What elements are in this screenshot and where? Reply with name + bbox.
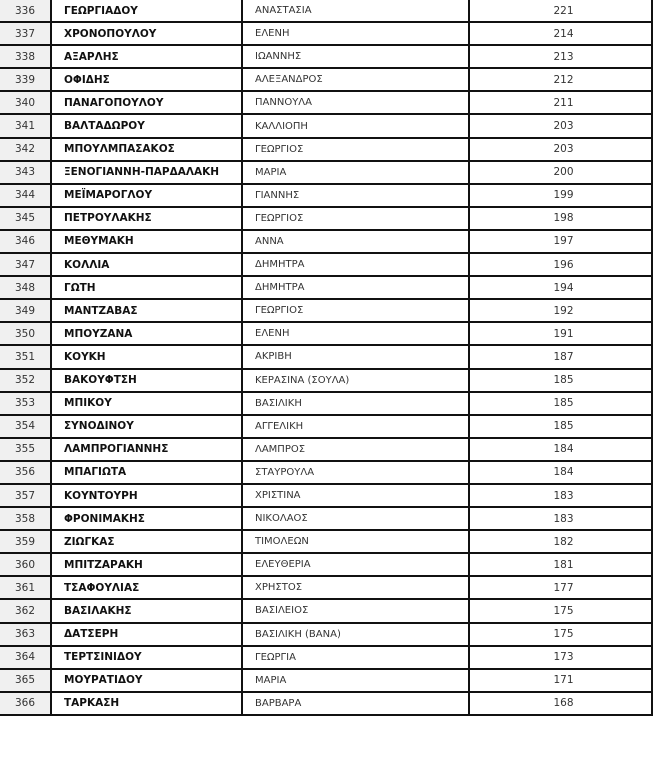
table-row: [0, 230, 652, 253]
table-row: [0, 415, 652, 438]
first-name-cell: ΠΑΝΝΟΥΛΑ: [242, 91, 469, 114]
table-row: [0, 392, 652, 415]
table-row: [0, 461, 652, 484]
table-row: [0, 507, 652, 530]
first-name-cell: ΤΙΜΟΛΕΩΝ: [242, 530, 469, 553]
surname-cell: ΒΑΛΤΑΔΩΡΟΥ: [51, 114, 242, 137]
surname-cell: ΜΠΙΚΟΥ: [51, 392, 242, 415]
rank-cell: 356: [0, 461, 51, 484]
first-name-cell: ΑΝΑΣΤΑΣΙΑ: [242, 0, 469, 22]
surname-cell: ΤΑΡΚΑΣΗ: [51, 692, 242, 715]
first-name-cell: ΔΗΜΗΤΡΑ: [242, 253, 469, 276]
table-row: [0, 599, 652, 622]
rank-cell: 366: [0, 692, 51, 715]
table-row: [0, 138, 652, 161]
votes-cell: 198: [469, 207, 652, 230]
votes-cell: 184: [469, 461, 652, 484]
votes-cell: 185: [469, 415, 652, 438]
surname-cell: ΚΟΛΛΙΑ: [51, 253, 242, 276]
table-row: [0, 646, 652, 669]
table-row: [0, 45, 652, 68]
first-name-cell: ΑΓΓΕΛΙΚΗ: [242, 415, 469, 438]
surname-cell: ΚΟΥΚΗ: [51, 345, 242, 368]
table-row: [0, 0, 652, 22]
surname-cell: ΚΟΥΝΤΟΥΡΗ: [51, 484, 242, 507]
first-name-cell: ΧΡΙΣΤΙΝΑ: [242, 484, 469, 507]
votes-cell: 203: [469, 138, 652, 161]
first-name-cell: ΑΛΕΞΑΝΔΡΟΣ: [242, 68, 469, 91]
table-row: [0, 530, 652, 553]
table-row: [0, 22, 652, 45]
surname-cell: ΒΑΚΟΥΦΤΣΗ: [51, 369, 242, 392]
rank-cell: 363: [0, 623, 51, 646]
votes-cell: 187: [469, 345, 652, 368]
first-name-cell: ΑΝΝΑ: [242, 230, 469, 253]
table-row: [0, 91, 652, 114]
votes-cell: 194: [469, 276, 652, 299]
first-name-cell: ΓΕΩΡΓΙΟΣ: [242, 299, 469, 322]
table-row: [0, 299, 652, 322]
surname-cell: ΑΞΑΡΛΗΣ: [51, 45, 242, 68]
rank-cell: 348: [0, 276, 51, 299]
rank-cell: 347: [0, 253, 51, 276]
first-name-cell: ΝΙΚΟΛΑΟΣ: [242, 507, 469, 530]
rank-cell: 359: [0, 530, 51, 553]
votes-cell: 177: [469, 576, 652, 599]
surname-cell: ΜΠΙΤΖΑΡΑΚΗ: [51, 553, 242, 576]
votes-cell: 168: [469, 692, 652, 715]
first-name-cell: ΓΕΩΡΓΙΟΣ: [242, 138, 469, 161]
surname-cell: ΤΣΑΦΟΥΛΙΑΣ: [51, 576, 242, 599]
votes-cell: 214: [469, 22, 652, 45]
surname-cell: ΦΡΟΝΙΜΑΚΗΣ: [51, 507, 242, 530]
surname-cell: ΞΕΝΟΓΙΑΝΝΗ-ΠΑΡΔΑΛΑΚΗ: [51, 161, 242, 184]
table-row: [0, 576, 652, 599]
table-row: [0, 68, 652, 91]
first-name-cell: ΜΑΡΙΑ: [242, 669, 469, 692]
votes-cell: 203: [469, 114, 652, 137]
rank-cell: 354: [0, 415, 51, 438]
rank-cell: 349: [0, 299, 51, 322]
table-row: [0, 623, 652, 646]
rank-cell: 344: [0, 184, 51, 207]
rank-cell: 365: [0, 669, 51, 692]
first-name-cell: ΑΚΡΙΒΗ: [242, 345, 469, 368]
first-name-cell: ΣΤΑΥΡΟΥΛΑ: [242, 461, 469, 484]
rank-cell: 336: [0, 0, 51, 22]
rank-cell: 346: [0, 230, 51, 253]
table-row: [0, 322, 652, 345]
votes-cell: 200: [469, 161, 652, 184]
rank-cell: 338: [0, 45, 51, 68]
surname-cell: ΔΑΤΣΕΡΗ: [51, 623, 242, 646]
table-row: [0, 692, 652, 715]
rank-cell: 361: [0, 576, 51, 599]
first-name-cell: ΓΕΩΡΓΙΟΣ: [242, 207, 469, 230]
surname-cell: ΜΠΟΥΖΑΝΑ: [51, 322, 242, 345]
surname-cell: ΜΕΪΜΑΡΟΓΛΟΥ: [51, 184, 242, 207]
rank-cell: 342: [0, 138, 51, 161]
first-name-cell: ΜΑΡΙΑ: [242, 161, 469, 184]
first-name-cell: ΓΙΑΝΝΗΣ: [242, 184, 469, 207]
surname-cell: ΟΦΙΔΗΣ: [51, 68, 242, 91]
first-name-cell: ΛΑΜΠΡΟΣ: [242, 438, 469, 461]
table-row: [0, 345, 652, 368]
surname-cell: ΤΕΡΤΣΙΝΙΔΟΥ: [51, 646, 242, 669]
table-row: [0, 669, 652, 692]
first-name-cell: ΒΑΣΙΛΙΚΗ (ΒΑΝΑ): [242, 623, 469, 646]
first-name-cell: ΚΕΡΑΣΙΝΑ (ΣΟΥΛΑ): [242, 369, 469, 392]
first-name-cell: ΓΕΩΡΓΙΑ: [242, 646, 469, 669]
votes-cell: 175: [469, 623, 652, 646]
first-name-cell: ΕΛΕΝΗ: [242, 22, 469, 45]
surname-cell: ΓΩΤΗ: [51, 276, 242, 299]
rank-cell: 340: [0, 91, 51, 114]
votes-cell: 197: [469, 230, 652, 253]
surname-cell: ΖΙΩΓΚΑΣ: [51, 530, 242, 553]
rank-cell: 357: [0, 484, 51, 507]
surname-cell: ΧΡΟΝΟΠΟΥΛΟΥ: [51, 22, 242, 45]
votes-cell: 184: [469, 438, 652, 461]
votes-cell: 212: [469, 68, 652, 91]
votes-cell: 175: [469, 599, 652, 622]
votes-cell: 173: [469, 646, 652, 669]
surname-cell: ΛΑΜΠΡΟΓΙΑΝΝΗΣ: [51, 438, 242, 461]
table-row: [0, 161, 652, 184]
table-row: [0, 114, 652, 137]
first-name-cell: ΧΡΗΣΤΟΣ: [242, 576, 469, 599]
surname-cell: ΒΑΣΙΛΑΚΗΣ: [51, 599, 242, 622]
rank-cell: 350: [0, 322, 51, 345]
first-name-cell: ΕΛΕΝΗ: [242, 322, 469, 345]
surname-cell: ΜΠΟΥΛΜΠΑΣΑΚΟΣ: [51, 138, 242, 161]
votes-cell: 221: [469, 0, 652, 22]
rank-cell: 358: [0, 507, 51, 530]
votes-cell: 196: [469, 253, 652, 276]
votes-cell: 185: [469, 369, 652, 392]
surname-cell: ΣΥΝΟΔΙΝΟΥ: [51, 415, 242, 438]
surname-cell: ΠΑΝΑΓΟΠΟΥΛΟΥ: [51, 91, 242, 114]
rank-cell: 337: [0, 22, 51, 45]
votes-cell: 192: [469, 299, 652, 322]
votes-cell: 213: [469, 45, 652, 68]
votes-cell: 191: [469, 322, 652, 345]
votes-cell: 185: [469, 392, 652, 415]
first-name-cell: ΔΗΜΗΤΡΑ: [242, 276, 469, 299]
surname-cell: ΜΠΑΓΙΩΤΑ: [51, 461, 242, 484]
rank-cell: 341: [0, 114, 51, 137]
votes-cell: 199: [469, 184, 652, 207]
table-row: [0, 184, 652, 207]
table-row: [0, 553, 652, 576]
first-name-cell: ΒΑΣΙΛΙΚΗ: [242, 392, 469, 415]
surname-cell: ΜΑΝΤΖΑΒΑΣ: [51, 299, 242, 322]
surname-cell: ΜΕΘΥΜΑΚΗ: [51, 230, 242, 253]
first-name-cell: ΕΛΕΥΘΕΡΙΑ: [242, 553, 469, 576]
votes-cell: 181: [469, 553, 652, 576]
rank-cell: 355: [0, 438, 51, 461]
votes-cell: 183: [469, 507, 652, 530]
table-row: [0, 438, 652, 461]
rank-cell: 364: [0, 646, 51, 669]
surname-cell: ΜΟΥΡΑΤΙΔΟΥ: [51, 669, 242, 692]
table-row: [0, 253, 652, 276]
first-name-cell: ΒΑΣΙΛΕΙΟΣ: [242, 599, 469, 622]
rank-cell: 360: [0, 553, 51, 576]
rank-cell: 362: [0, 599, 51, 622]
rank-cell: 353: [0, 392, 51, 415]
table-row: [0, 484, 652, 507]
first-name-cell: ΚΑΛΛΙΟΠΗ: [242, 114, 469, 137]
rank-cell: 343: [0, 161, 51, 184]
rank-cell: 352: [0, 369, 51, 392]
table-row: [0, 207, 652, 230]
votes-cell: 211: [469, 91, 652, 114]
rank-cell: 351: [0, 345, 51, 368]
table-row: [0, 369, 652, 392]
surname-cell: ΓΕΩΡΓΙΑΔΟΥ: [51, 0, 242, 22]
votes-cell: 171: [469, 669, 652, 692]
first-name-cell: ΒΑΡΒΑΡΑ: [242, 692, 469, 715]
votes-cell: 183: [469, 484, 652, 507]
rank-cell: 345: [0, 207, 51, 230]
votes-cell: 182: [469, 530, 652, 553]
table-row: [0, 276, 652, 299]
surname-cell: ΠΕΤΡΟΥΛΑΚΗΣ: [51, 207, 242, 230]
rank-cell: 339: [0, 68, 51, 91]
first-name-cell: ΙΩΑΝΝΗΣ: [242, 45, 469, 68]
